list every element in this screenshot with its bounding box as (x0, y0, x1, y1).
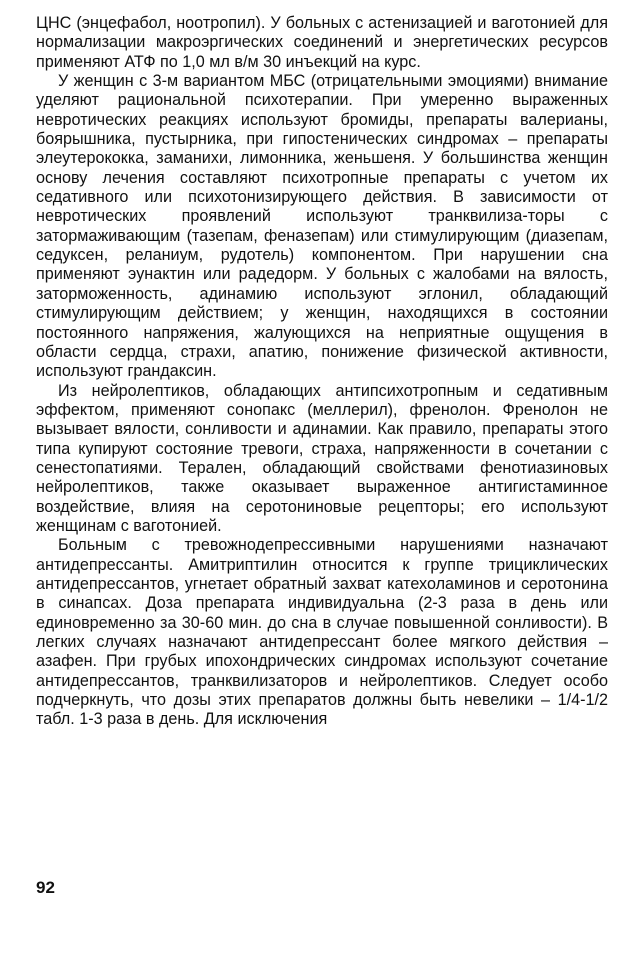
paragraph-antidepressants: Больным с тревожнодепрессивными нарушениями назначают антидепрессанты. Амитриптилин относится к группе трициклических антидепрессантов, угнетает обратный захват катехоламинов и серотонина в синапсах. Доза препарата индивидуальна (2-3 раза в день или единовременно за 30-60 мин. до сна в случае повышенной сонливости). В легких случаях назначают антидепрессант более мягкого действия – азафен. При грубых ипохондрических синдромах используют сочетание антидепрессантов, транквилизаторов и нейролептиков. Следует особо подчеркнуть, что дозы этих препаратов должны быть невелики – 1/4-1/2 табл. 1-3 раза в день. Для исключения (36, 536, 608, 729)
paragraph-neuroleptics: Из нейролептиков, обладающих антипсихотропным и седативным эффектом, применяют сонопакс (меллерил), френолон. Френолон не вызывает вялости, сонливости и адинамии. Как правило, препараты этого типа купируют состояние тревоги, страха, напряженности в сочетании с сенестопатиями. Терален, обладающий свойствами фенотиазиновых нейролептиков, также оказывает выраженное антигистаминное воздействие, влияя на серотониновые рецепторы; его используют женщинам с ваготонией. (36, 381, 608, 535)
page-body (36, 14, 608, 730)
paragraph-continuation: ЦНС (энцефабол, ноотропил). У больных с астенизацией и ваготонией для нормализации макроэргических соединений и энергетических ресурсов применяют АТФ по 1,0 мл в/м 30 инъекций на курс. (36, 14, 608, 71)
paragraph-psychotherapy: У женщин с 3-м вариантом МБС (отрицательными эмоциями) внимание уделяют рациональной психотерапии. При умеренно выраженных невротических реакциях используют бромиды, препараты валерианы, боярышника, пустырника, при гипостенических синдромах – препараты элеутерококка, заманихи, лимонника, женьшеня. У большинства женщин основу лечения составляют психотропные препараты с учетом их седативного или психотонизирующего действия. В зависимости от невротических проявлений используют транквилиза-торы с затормаживающим (тазепам, феназепам) или стимулирующим (диазепам, седуксен, реланиум, рудотель) компонентом. При нарушении сна применяют эунактин или радедорм. У больных с жалобами на вялость, заторможенность, адинамию используют эглонил, обладающий стимулирующим действием; у женщин, находящихся в состоянии постоянного напряжения, жалующихся на неприятные ощущения в области сердца, страхи, апатию, понижение физической активности, используют грандаксин. (36, 72, 608, 381)
page-number: 92 (36, 878, 55, 897)
